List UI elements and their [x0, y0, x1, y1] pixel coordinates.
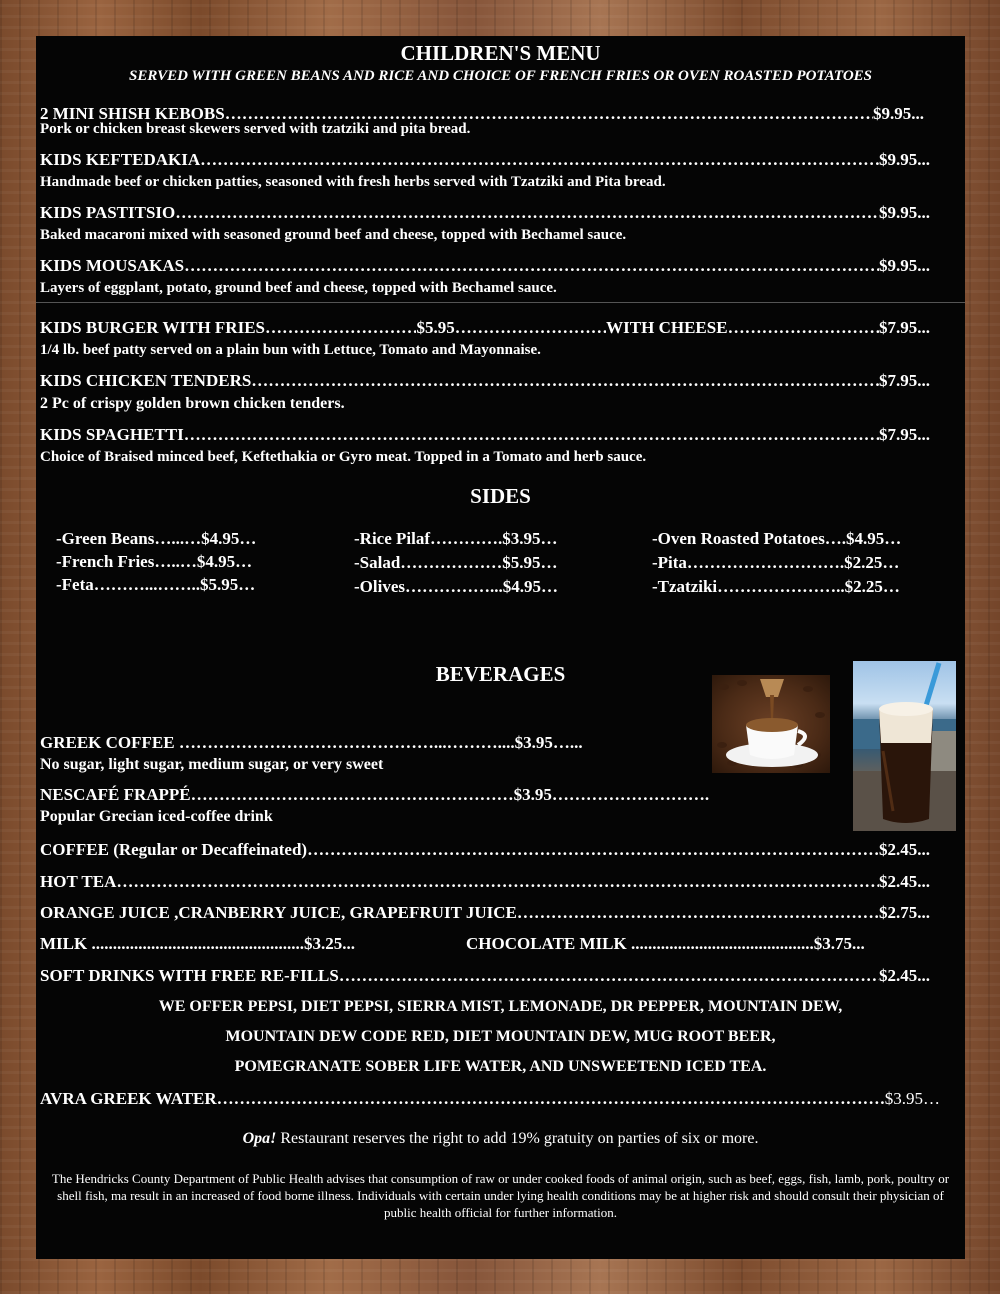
side-item: -Feta………...……..$5.95…	[56, 575, 256, 594]
drinks-list-line: WE OFFER PEPSI, DIET PEPSI, SIERRA MIST, LEMONADE, DR PEPPER, MOUNTAIN DEW,	[158, 998, 843, 1015]
beverage-line	[40, 872, 930, 892]
item-description: Layers of eggplant, potato, ground beef and cheese, topped with Bechamel sauce.	[40, 280, 557, 296]
side-item: -Pita……………………….$2.25…	[652, 553, 900, 572]
menu-item-line	[40, 371, 930, 391]
coffee-cup-icon	[712, 675, 830, 773]
milk-line: MILK ..................................................$3.25...	[40, 934, 355, 953]
frappe-photo	[853, 661, 956, 831]
beverage-name: AVRA GREEK WATER	[40, 1089, 217, 1108]
item-price: $5.95	[416, 318, 455, 337]
gratuity-text: Restaurant reserves the right to add 19% gratuity on parties of six or more.	[276, 1130, 759, 1147]
dot-leader	[339, 966, 879, 986]
iced-coffee-icon	[853, 661, 956, 831]
item-price: $7.95...	[879, 425, 930, 444]
section-divider	[36, 302, 965, 303]
dot-leader	[265, 318, 416, 338]
side-item: -Rice Pilaf………….$3.95…	[354, 529, 558, 548]
side-item: -Salad………………$5.95…	[354, 553, 558, 572]
side-item: -Oven Roasted Potatoes….$4.95…	[652, 529, 902, 548]
dot-leader	[251, 371, 879, 391]
beverage-price: $2.45...	[879, 872, 930, 891]
menu-title: CHILDREN'S MENU	[400, 41, 601, 65]
dot-leader	[517, 903, 879, 923]
dot-leader	[728, 318, 879, 338]
item-description: Choice of Braised minced beef, Keftethakia or Gyro meat. Topped in a Tomato and herb sauce.	[40, 449, 647, 465]
item-description: No sugar, light sugar, medium sugar, or very sweet	[40, 756, 384, 773]
drinks-list-line: MOUNTAIN DEW CODE RED, DIET MOUNTAIN DEW, MUG ROOT BEER,	[225, 1028, 776, 1045]
item-name: KIDS BURGER WITH FRIES	[40, 318, 265, 337]
greek-coffee-line: GREEK COFFEE ………………………………………...………....$3.95…...	[40, 733, 583, 752]
beverage-name: HOT TEA	[40, 872, 117, 891]
beverage-name: SOFT DRINKS WITH FREE RE-FILLS	[40, 966, 339, 985]
menu-item-line	[40, 425, 930, 445]
dot-leader	[184, 425, 879, 445]
item-description: 1/4 lb. beef patty served on a plain bun with Lettuce, Tomato and Mayonnaise.	[40, 342, 541, 358]
greek-coffee-photo	[712, 675, 830, 773]
menu-item-line	[40, 256, 930, 276]
sides-title: SIDES	[470, 484, 531, 508]
beverage-line	[40, 840, 930, 860]
dot-leader	[175, 203, 879, 223]
drinks-list-line: POMEGRANATE SOBER LIFE WATER, AND UNSWEETEND ICED TEA.	[234, 1058, 767, 1075]
side-item: -Olives……………...$4.95…	[354, 577, 558, 596]
health-advisory: The Hendricks County Department of Public Health advises that consumption of raw or under cooked foods of animal origin, such as beef, eggs, fish, lamb, pork, poultry or shell fish, ma result in an increased of food borne illness. Individuals with certain under lying health conditions may be at higher risk and should consult their physician of public health official for further information.	[51, 1171, 950, 1220]
item-description: Pork or chicken breast skewers served with tzatziki and pita bread.	[40, 121, 471, 137]
cheese-label: WITH CHEESE	[606, 318, 728, 337]
menu-board	[36, 36, 965, 1259]
item-price: $7.95...	[879, 371, 930, 390]
item-name: KIDS PASTITSIO	[40, 203, 176, 222]
item-description: 2 Pc of crispy golden brown chicken tenders.	[40, 395, 345, 412]
menu-item-line	[40, 150, 930, 170]
beverages-title: BEVERAGES	[435, 662, 566, 686]
side-item: -Green Beans…...…$4.95…	[56, 529, 257, 548]
frappe-line: NESCAFÉ FRAPPÉ…………………………………………………$3.95……………………….	[40, 785, 710, 804]
menu-subtitle: SERVED WITH GREEN BEANS AND RICE AND CHOICE OF FRENCH FRIES OR OVEN ROASTED POTATOES	[128, 68, 872, 84]
menu-item-line	[40, 203, 930, 223]
cheese-price: $7.95...	[879, 318, 931, 337]
beverage-price: $3.95…	[884, 1089, 940, 1108]
beverage-price: $2.45...	[879, 966, 930, 985]
dot-leader	[116, 872, 879, 892]
burger-line	[40, 318, 930, 338]
item-price: $9.95...	[879, 256, 930, 275]
dot-leader	[200, 150, 879, 170]
beverage-name: COFFEE (Regular or Decaffeinated)	[40, 840, 308, 859]
beverage-price: $2.75...	[879, 903, 930, 922]
soft-drinks-line	[40, 966, 930, 986]
item-name: KIDS KEFTEDAKIA	[40, 150, 201, 169]
item-name: KIDS CHICKEN TENDERS	[40, 371, 252, 390]
opa-brand: Opa!	[242, 1130, 277, 1147]
item-description: Popular Grecian iced-coffee drink	[40, 808, 273, 825]
item-description: Baked macaroni mixed with seasoned ground beef and cheese, topped with Bechamel sauce.	[40, 227, 627, 243]
item-description: Handmade beef or chicken patties, seasoned with fresh herbs served with Tzatziki and Pita bread.	[40, 174, 666, 190]
chocolate-milk-line: CHOCOLATE MILK ...........................................$3.75...	[466, 934, 865, 953]
dot-leader	[307, 840, 879, 860]
beverage-line	[40, 903, 930, 923]
dot-leader	[455, 318, 606, 338]
beverage-name: ORANGE JUICE ,CRANBERRY JUICE, GRAPEFRUIT JUICE	[40, 903, 517, 922]
gratuity-note	[36, 1130, 965, 1148]
item-price: $9.95...	[879, 150, 930, 169]
item-price: $9.95...	[879, 203, 930, 222]
beverage-price: $2.45...	[879, 840, 930, 859]
side-item: -French Fries…..…$4.95…	[56, 552, 253, 571]
item-name: 2 MINI SHISH KEBOBS	[40, 104, 225, 123]
dot-leader	[184, 256, 879, 276]
dot-leader	[217, 1089, 885, 1109]
item-price: $9.95...	[873, 104, 924, 123]
side-item: -Tzatziki…………………..$2.25…	[652, 577, 900, 596]
water-line	[40, 1089, 940, 1109]
item-name: KIDS SPAGHETTI	[40, 425, 184, 444]
item-name: KIDS MOUSAKAS	[40, 256, 185, 275]
